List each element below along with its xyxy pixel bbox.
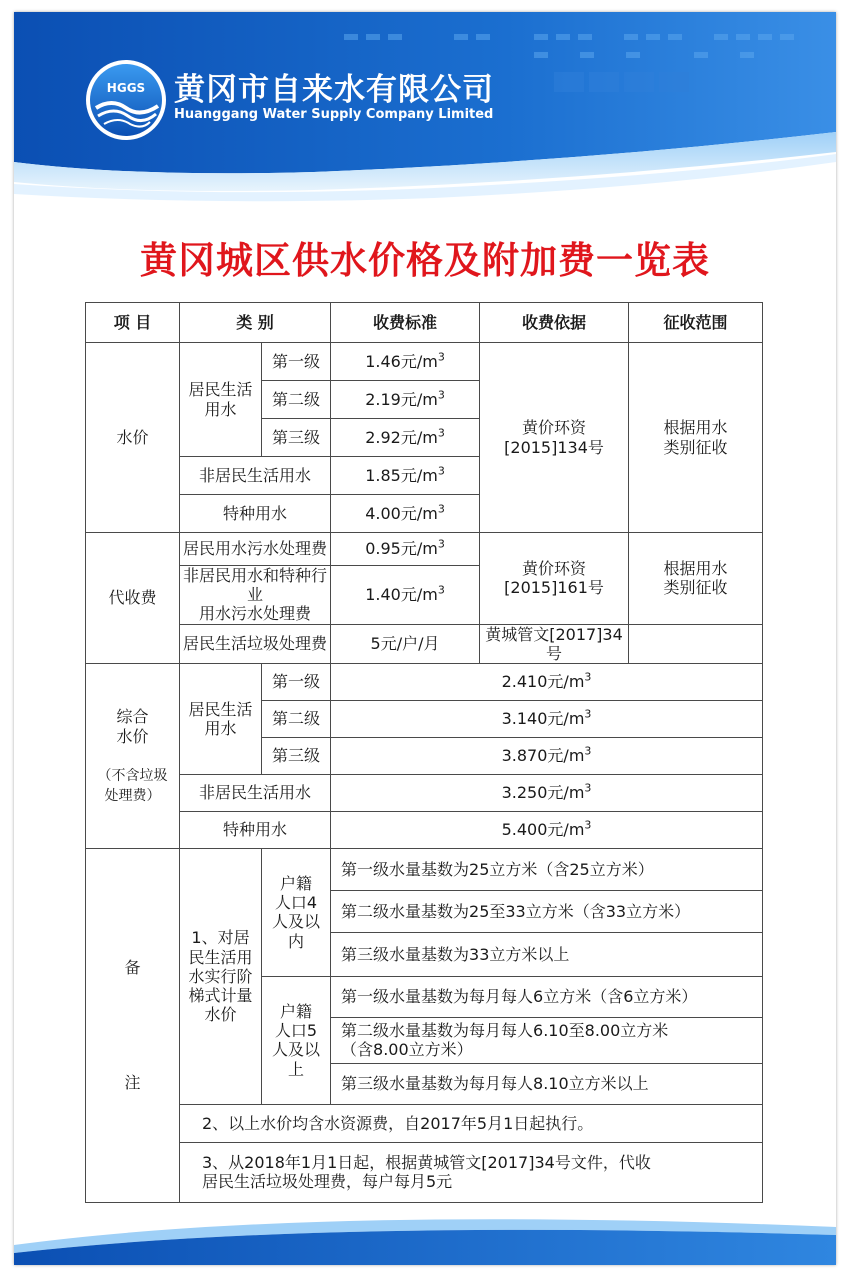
section-collection: 代收费: [86, 533, 180, 664]
note1-label: 1、对居 民生活用 水实行阶 梯式计量 水价: [180, 848, 262, 1104]
composite-residential-label: 居民生活用水: [180, 663, 262, 774]
price-table: [85, 302, 763, 1203]
section-composite: 综合 水价 （不含垃圾 处理费）: [86, 663, 180, 848]
tier-name: 第一级: [262, 343, 331, 381]
tier-rule: 第一级水量基数为25立方米（含25立方米）: [331, 848, 763, 890]
price-cell: 0.95元$/m^3$: [331, 533, 480, 566]
composite-price-cell: 3.140元$/m^3$: [331, 700, 763, 737]
footer-wave: [14, 1205, 836, 1265]
basis-collection: 黄价环资 [2015]161号: [480, 533, 629, 625]
section-water-price: 水价: [86, 343, 180, 533]
header-scope: 征收范围: [629, 303, 763, 343]
price-cell: 1.85元$/m^3$: [331, 457, 480, 495]
tier-rule: 第三级水量基数为33立方米以上: [331, 932, 763, 976]
price-cell: 1.40元$/m^3$: [331, 566, 480, 625]
tier-rule: 第二级水量基数为25至33立方米（含33立方米）: [331, 890, 763, 932]
tier-name: 第二级: [262, 381, 331, 419]
garbage-fee-price: 5元/户/月: [331, 624, 480, 663]
scope-collection: 根据用水 类别征收: [629, 533, 763, 625]
composite-special-label: 特种用水: [180, 811, 331, 848]
tier-rule: 第二级水量基数为每月每人6.10至8.00立方米 （含8.00立方米）: [331, 1017, 763, 1063]
residential-water-label: 居民生活用水: [180, 343, 262, 457]
composite-price-cell: 3.870元$/m^3$: [331, 737, 763, 774]
special-water-label: 特种用水: [180, 495, 331, 533]
header-category: 类 别: [180, 303, 331, 343]
table-row: [86, 848, 763, 890]
table-row: [86, 774, 763, 811]
company-name-cn: 黄冈市自来水有限公司: [174, 72, 494, 108]
scope-water-price: 根据用水 类别征收: [629, 343, 763, 533]
sewage-nonresidential-label: 非居民用水和特种行业 用水污水处理费: [180, 566, 331, 625]
garbage-fee-basis: 黄城管文[2017]34号: [480, 624, 629, 663]
table-row: [86, 1142, 763, 1202]
table-row: [86, 1104, 763, 1142]
page-title: 黄冈城区供水价格及附加费一览表: [140, 239, 710, 282]
header-item: 项 目: [86, 303, 180, 343]
table-row: [86, 343, 763, 381]
tier-rule: 第一级水量基数为每月每人6立方米（含6立方米）: [331, 976, 763, 1017]
logo-text: HGGS: [106, 81, 146, 95]
tier-name: 第二级: [262, 700, 331, 737]
price-cell: 1.46元$/m^3$: [331, 343, 480, 381]
composite-nonresidential-label: 非居民生活用水: [180, 774, 331, 811]
tier-name: 第三级: [262, 419, 331, 457]
household-group-a: 户籍 人口4 人及以 内: [262, 848, 331, 976]
composite-price-cell: 5.400元$/m^3$: [331, 811, 763, 848]
price-cell: 4.00元$/m^3$: [331, 495, 480, 533]
company-name-en: Huanggang Water Supply Company Limited: [174, 107, 494, 122]
table-row: [86, 624, 763, 663]
table-row: [86, 533, 763, 566]
composite-price-cell: 2.410元$/m^3$: [331, 663, 763, 700]
basis-water-price: 黄价环资 [2015]134号: [480, 343, 629, 533]
company-logo: [84, 58, 168, 142]
composite-price-cell: 3.250元$/m^3$: [331, 774, 763, 811]
table-header-row: [86, 303, 763, 343]
header-basis: 收费依据: [480, 303, 629, 343]
garbage-fee-scope: [629, 624, 763, 663]
note-3: 3、从2018年1月1日起，根据黄城管文[2017]34号文件，代收 居民生活垃圾处理费，每户每月5元: [180, 1142, 763, 1202]
tier-name: 第三级: [262, 737, 331, 774]
note-2: 2、以上水价均含水资源费，自2017年5月1日起执行。: [180, 1104, 763, 1142]
tier-rule: 第三级水量基数为每月每人8.10立方米以上: [331, 1063, 763, 1104]
section-notes: 备 注: [86, 848, 180, 1202]
poster-panel: [14, 12, 836, 1265]
table-row: [86, 811, 763, 848]
garbage-fee-label: 居民生活垃圾处理费: [180, 624, 331, 663]
non-residential-label: 非居民生活用水: [180, 457, 331, 495]
sewage-residential-label: 居民用水污水处理费: [180, 533, 331, 566]
table-row: [86, 663, 763, 700]
tier-name: 第一级: [262, 663, 331, 700]
price-cell: 2.92元$/m^3$: [331, 419, 480, 457]
header-standard: 收费标准: [331, 303, 480, 343]
price-cell: 2.19元$/m^3$: [331, 381, 480, 419]
household-group-b: 户籍 人口5 人及以 上: [262, 976, 331, 1104]
